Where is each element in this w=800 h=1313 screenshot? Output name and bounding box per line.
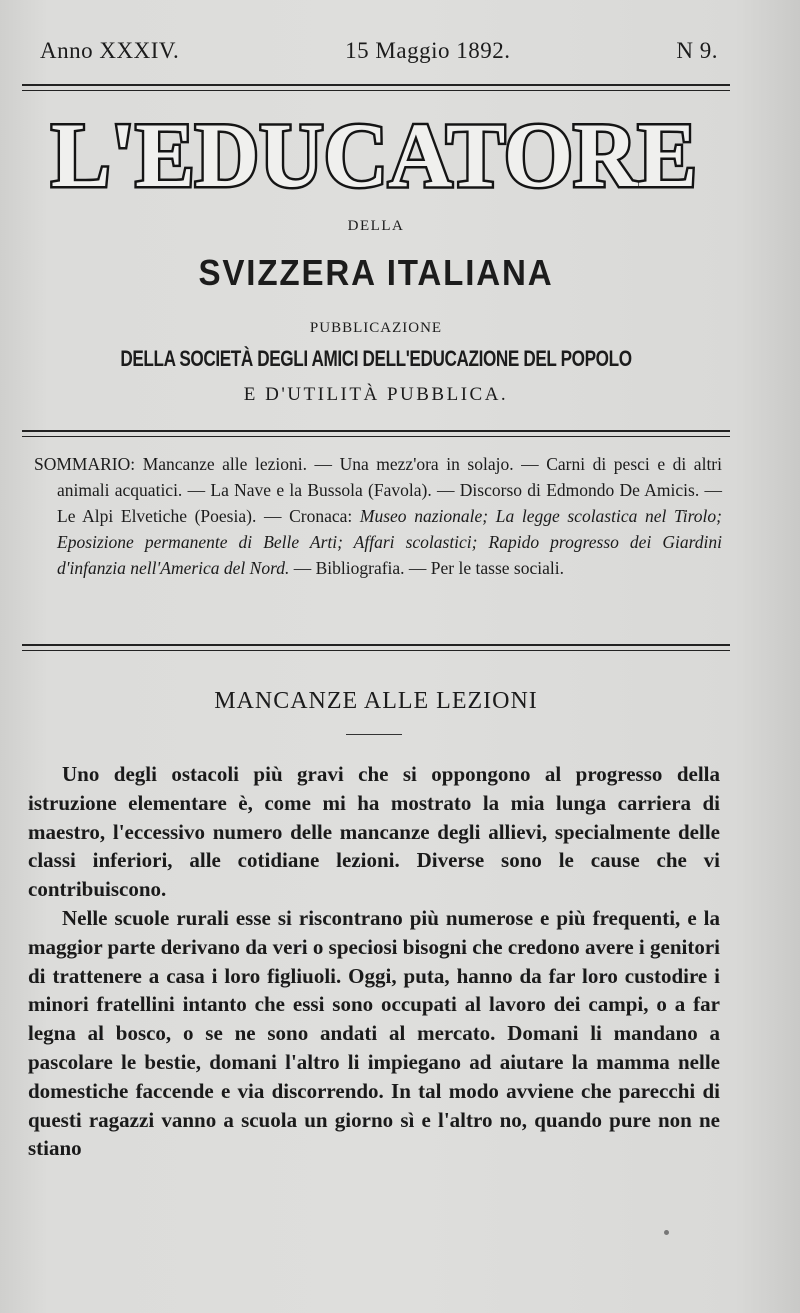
issue-year: Anno XXXIV. <box>40 38 180 63</box>
article-body <box>28 760 720 1163</box>
article-paragraph-1: Uno degli ostacoli più gravi che si oppongono al progresso della istruzione elementare è, come mi ha mostrato la mia lunga carriera di maestro, l'eccessivo numero delle mancanze degli allievi, specialmente delle classi inferiori, alle cotidiane lezioni. Diverse sono le cause che vi contribuiscono. <box>28 762 720 902</box>
masthead-della: DELLA <box>347 218 405 234</box>
article-title: MANCANZE ALLE LEZIONI <box>214 688 538 714</box>
title-underline <box>346 734 402 735</box>
sommario-part2: — Bibliografia. — Per le tasse sociali. <box>293 558 564 578</box>
article-paragraph-2: Nelle scuole rurali esse si riscontrano più numerose e più frequenti, e la maggior parte derivano da veri o speciosi bisogni che credono avere i genitori di trattenere a casa i loro figliuoli. Oggi, puta, hanno da far loro custodire i minori fratellini intanto che essi sono occupati al lavoro dei campi, o a far legna al bosco, o se ne sono andati al mercato. Domani li mandano a pascolare le bestie, domani l'altro li impiegano ad aiutare la mamma nelle domestiche faccende e via discorrendo. In tal modo avviene che parecchi di questi ragazzi vanno a scuola un giorno sì e l'altro no, quando pure non ne stiano <box>28 905 720 1161</box>
sommario <box>34 451 722 581</box>
masthead-subtitle: SVIZZERA ITALIANA <box>198 252 554 293</box>
issue-header <box>40 38 718 64</box>
article-rule-top <box>22 644 730 646</box>
sommario-label: SOMMARIO: <box>34 454 136 474</box>
issue-number: N 9. <box>676 38 718 63</box>
paper-speck <box>664 1230 669 1235</box>
masthead-pubblicazione: PUBBLICAZIONE <box>309 320 443 336</box>
masthead-title-text: L'EDUCATORE <box>51 112 697 198</box>
sommario-cronaca-items: Museo nazionale; La legge scolastica nel Tirolo; Eposizione permanente di Belle Arti; Affari scolastici; Rapido progresso dei Giardini d'infanzia nell'America del Nord. <box>57 506 722 578</box>
sommario-part1: Mancanze alle lezioni. — Una mezz'ora in solajo. — Carni di pesci e di altri animali acquatici. — La Nave e la Bussola (Favola). — Discorso di Edmondo De Amicis. — Le Alpi Elvetiche (Poesia). — Cronaca: <box>57 454 722 526</box>
sommario-rule-top <box>22 430 730 432</box>
sommario-rule-bottom <box>22 436 730 437</box>
masthead-utility: E D'UTILITÀ PUBBLICA. <box>243 384 509 405</box>
masthead-society: DELLA SOCIETÀ DEGLI AMICI DELL'EDUCAZIONE DEL POPOLO <box>120 346 632 371</box>
issue-date: 15 Maggio 1892. <box>345 38 511 63</box>
masthead-title <box>48 112 700 198</box>
article-rule-bottom <box>22 650 730 651</box>
header-rule-bottom <box>22 90 730 91</box>
header-rule-top <box>22 84 730 86</box>
